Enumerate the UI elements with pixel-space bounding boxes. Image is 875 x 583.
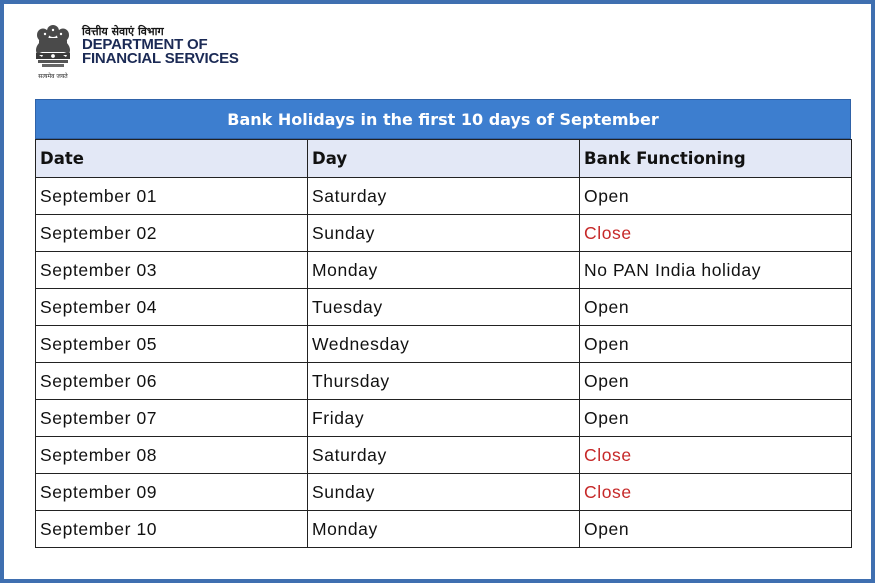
- cell-status: Open: [580, 178, 852, 215]
- header-date: Date: [36, 140, 308, 178]
- national-emblem: [30, 22, 76, 80]
- cell-date: September 08: [36, 437, 308, 474]
- cell-day: Friday: [308, 400, 580, 437]
- cell-date: September 04: [36, 289, 308, 326]
- hindi-department-title: वित्तीय सेवाएं विभाग: [82, 25, 164, 38]
- cell-date: September 06: [36, 363, 308, 400]
- cell-status: Open: [580, 511, 852, 548]
- department-titles: [82, 26, 239, 66]
- cell-day: Monday: [308, 511, 580, 548]
- header-day: Day: [308, 140, 580, 178]
- emblem-motto: सत्यमेव जयते: [38, 73, 68, 80]
- table-row: [36, 289, 852, 326]
- table-row: [36, 215, 852, 252]
- cell-status: Close: [580, 474, 852, 511]
- table-row: [36, 326, 852, 363]
- table-row: [36, 400, 852, 437]
- table-row: [36, 252, 852, 289]
- cell-day: Sunday: [308, 474, 580, 511]
- cell-date: September 09: [36, 474, 308, 511]
- table-row: [36, 178, 852, 215]
- holiday-table: [35, 139, 852, 548]
- table-row: [36, 511, 852, 548]
- cell-day: Sunday: [308, 215, 580, 252]
- cell-status: Close: [580, 437, 852, 474]
- cell-day: Saturday: [308, 437, 580, 474]
- cell-day: Thursday: [308, 363, 580, 400]
- table-row: [36, 474, 852, 511]
- table-row: [36, 363, 852, 400]
- cell-day: Monday: [308, 252, 580, 289]
- table-caption: Bank Holidays in the first 10 days of September: [35, 99, 851, 139]
- cell-date: September 01: [36, 178, 308, 215]
- holiday-table-container: [35, 99, 851, 548]
- cell-status: No PAN India holiday: [580, 252, 852, 289]
- cell-status: Open: [580, 400, 852, 437]
- cell-status: Close: [580, 215, 852, 252]
- cell-date: September 05: [36, 326, 308, 363]
- cell-status: Open: [580, 289, 852, 326]
- table-row: [36, 437, 852, 474]
- cell-date: September 10: [36, 511, 308, 548]
- department-title-line1: DEPARTMENT OF: [82, 36, 208, 53]
- header-bank-functioning: Bank Functioning: [580, 140, 852, 178]
- lion-capital-icon: [30, 22, 76, 72]
- cell-status: Open: [580, 326, 852, 363]
- cell-date: September 03: [36, 252, 308, 289]
- department-header: [30, 22, 239, 82]
- cell-day: Saturday: [308, 178, 580, 215]
- cell-date: September 07: [36, 400, 308, 437]
- department-title-line2: FINANCIAL SERVICES: [82, 50, 239, 67]
- cell-day: Tuesday: [308, 289, 580, 326]
- cell-status: Open: [580, 363, 852, 400]
- cell-day: Wednesday: [308, 326, 580, 363]
- table-header-row: [36, 140, 852, 178]
- cell-date: September 02: [36, 215, 308, 252]
